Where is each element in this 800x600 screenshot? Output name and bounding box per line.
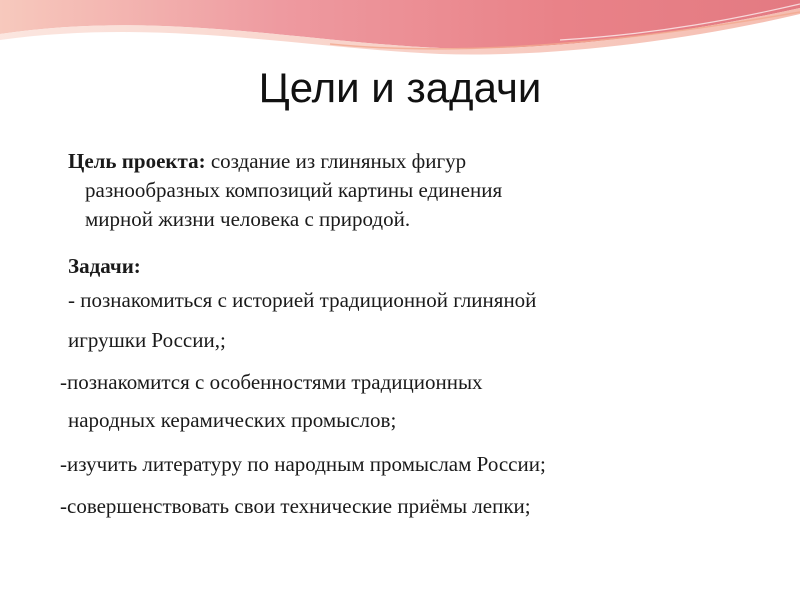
goal-line-3: мирной жизни человека с природой. — [85, 207, 411, 231]
goal-line-2: разнообразных композиций картины единения — [85, 178, 503, 202]
banner-main-wave — [0, 0, 800, 48]
task-item-2-line-2: народных керамических промыслов; — [68, 408, 397, 432]
task-item-1-line-1: - познакомиться с историей традиционной глиняной — [68, 288, 537, 312]
goal-text-1: создание из глиняных фигур — [205, 149, 467, 173]
decorative-banner — [0, 0, 800, 60]
goal-line-1 — [68, 147, 748, 176]
slide-title: Цели и задачи — [258, 64, 542, 111]
goal-label: Цель проекта: — [68, 149, 206, 173]
task-item-4: -совершенствовать свои технические приёмы лепки; — [60, 494, 531, 518]
goal-paragraph — [68, 147, 748, 234]
task-item-3: -изучить литературу по народным промыслам России; — [60, 452, 546, 476]
task-item-1-line-2: игрушки России,; — [68, 328, 226, 352]
task-item-2-line-1: -познакомится с особенностями традиционных — [60, 370, 483, 394]
tasks-label: Задачи: — [68, 254, 141, 278]
